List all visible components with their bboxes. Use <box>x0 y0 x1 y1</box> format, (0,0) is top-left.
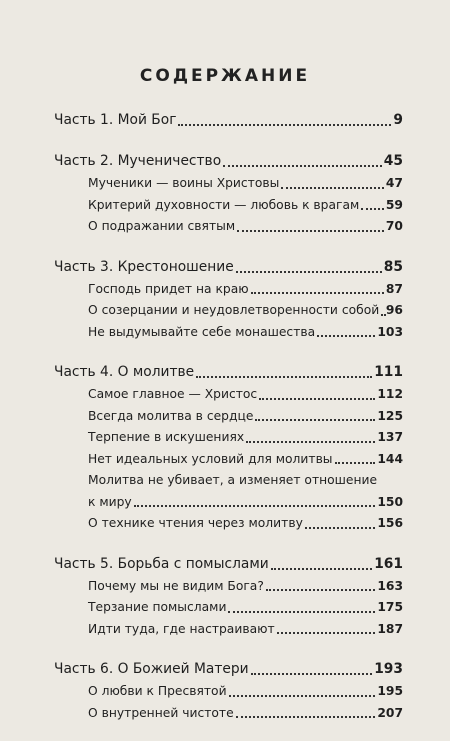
toc-chapter-title-line1: Молитва не убивает, а изменяет отношение <box>88 473 378 487</box>
dot-leader <box>266 589 375 591</box>
dot-leader <box>236 716 376 718</box>
toc-part-title: Часть 1. Мой Бог <box>54 112 177 128</box>
dot-leader <box>196 376 372 378</box>
dot-leader <box>237 230 384 232</box>
toc-chapter-entry[interactable] <box>0 384 450 406</box>
toc-chapter-entry[interactable] <box>0 597 450 619</box>
toc-part-title: Часть 6. О Божией Матери <box>54 661 249 677</box>
toc-chapter-title: Всегда молитва в сердце <box>88 408 254 423</box>
dot-leader <box>305 527 375 529</box>
toc-chapter-title: Мученики — воины Христовы <box>88 176 280 190</box>
toc-chapter-entry[interactable] <box>0 427 450 449</box>
toc-chapter-entry[interactable] <box>0 681 450 703</box>
toc-section <box>0 108 450 132</box>
toc-chapter-title: О технике чтения через молитву <box>88 516 303 530</box>
toc-page-number: 85 <box>383 258 403 275</box>
toc-chapter-entry[interactable] <box>0 300 450 322</box>
toc-part-title: Часть 5. Борьба с помыслами <box>54 555 269 572</box>
toc-page-number: 163 <box>377 578 403 593</box>
toc-chapter-entry[interactable] <box>0 216 450 238</box>
toc-part-entry[interactable] <box>0 657 450 681</box>
toc-section <box>0 360 450 535</box>
toc-chapter-title: О внутренней чистоте <box>88 705 234 720</box>
dot-leader <box>134 505 376 507</box>
toc-page-number: 87 <box>385 281 403 296</box>
toc-part-title: Часть 2. Мученичество <box>54 153 222 169</box>
toc-part-entry[interactable] <box>0 360 450 384</box>
toc-page-number: 161 <box>374 555 403 572</box>
toc-chapter-entry[interactable] <box>0 406 450 428</box>
dot-leader <box>259 398 375 400</box>
toc-page-number: 96 <box>385 303 403 317</box>
dot-leader <box>236 271 382 273</box>
toc-page-number: 193 <box>374 661 403 677</box>
toc-page-number: 187 <box>377 621 403 636</box>
toc-chapter-entry-multiline[interactable] <box>0 470 450 513</box>
toc-section <box>0 149 450 238</box>
toc-chapter-title: О подражании святым <box>88 219 236 233</box>
toc-page-number: 207 <box>377 705 403 720</box>
toc-page-number: 47 <box>385 176 403 190</box>
page-title: СОДЕРЖАНИЕ <box>139 66 311 86</box>
toc-chapter-title: Терпение в искушениях <box>88 430 245 444</box>
toc-chapter-entry[interactable] <box>0 619 450 641</box>
toc-page-number: 103 <box>377 324 403 339</box>
dot-leader <box>361 208 384 210</box>
toc-chapter-title: Почему мы не видим Бога? <box>88 578 264 593</box>
toc-page-number: 195 <box>377 684 403 698</box>
toc-part-entry[interactable] <box>0 149 450 173</box>
toc-chapter-title: Терзание помыслами <box>88 600 227 614</box>
dot-leader <box>271 568 372 570</box>
toc-page-number: 70 <box>385 219 403 233</box>
dot-leader <box>281 187 384 189</box>
toc-page-number: 144 <box>377 451 403 466</box>
dot-leader <box>251 673 373 675</box>
dot-leader <box>229 695 376 697</box>
toc-page-number: 150 <box>377 494 403 509</box>
toc-page-number: 175 <box>377 600 403 614</box>
toc-chapter-title: Нет идеальных условий для молитвы <box>88 451 333 466</box>
toc-part-title: Часть 3. Крестоношение <box>54 258 234 275</box>
toc-page-number: 45 <box>383 153 403 169</box>
toc-chapter-entry[interactable] <box>0 279 450 301</box>
toc-chapter-entry[interactable] <box>0 703 450 725</box>
toc-chapter-entry[interactable] <box>0 449 450 471</box>
toc-chapter-title: О любви к Пресвятой <box>88 684 227 698</box>
toc-section <box>0 552 450 641</box>
dot-leader <box>335 462 376 464</box>
dot-leader <box>255 419 375 421</box>
toc-chapter-title: Самое главное — Христос <box>88 387 258 401</box>
toc-page-number: 125 <box>377 408 403 423</box>
toc-page-number: 111 <box>374 364 403 380</box>
toc-chapter-entry[interactable] <box>0 513 450 535</box>
toc-part-entry[interactable] <box>0 108 450 132</box>
toc-part-title: Часть 4. О молитве <box>54 364 195 380</box>
toc-chapter-title: О созерцании и неудовлетворенности собой <box>88 303 380 317</box>
dot-leader <box>228 611 375 613</box>
toc-chapter-entry[interactable] <box>0 173 450 195</box>
dot-leader <box>246 441 375 443</box>
toc-chapter-line2-row <box>88 492 403 514</box>
dot-leader <box>178 124 391 126</box>
toc-page-number: 137 <box>377 430 403 444</box>
dot-leader <box>277 632 376 634</box>
table-of-contents <box>0 108 450 741</box>
dot-leader <box>381 314 384 316</box>
toc-part-entry[interactable] <box>0 255 450 279</box>
dot-leader <box>251 292 384 294</box>
toc-chapter-title: Критерий духовности — любовь к врагам <box>88 197 360 212</box>
toc-page-number: 59 <box>385 197 403 212</box>
toc-page-number: 156 <box>377 516 403 530</box>
toc-page-number: 112 <box>377 387 403 401</box>
toc-chapter-title: Идти туда, где настраивают <box>88 621 275 636</box>
toc-section <box>0 255 450 344</box>
toc-part-entry[interactable] <box>0 552 450 576</box>
dot-leader <box>223 165 382 167</box>
toc-chapter-entry[interactable] <box>0 195 450 217</box>
dot-leader <box>317 335 375 337</box>
toc-section <box>0 657 450 724</box>
toc-chapter-entry[interactable] <box>0 322 450 344</box>
toc-chapter-entry[interactable] <box>0 576 450 598</box>
toc-page-number: 9 <box>393 112 403 128</box>
toc-chapter-title-line2: к миру <box>88 494 132 509</box>
toc-chapter-title: Не выдумывайте себе монашества <box>88 324 316 339</box>
toc-chapter-title: Господь придет на краю <box>88 281 249 296</box>
